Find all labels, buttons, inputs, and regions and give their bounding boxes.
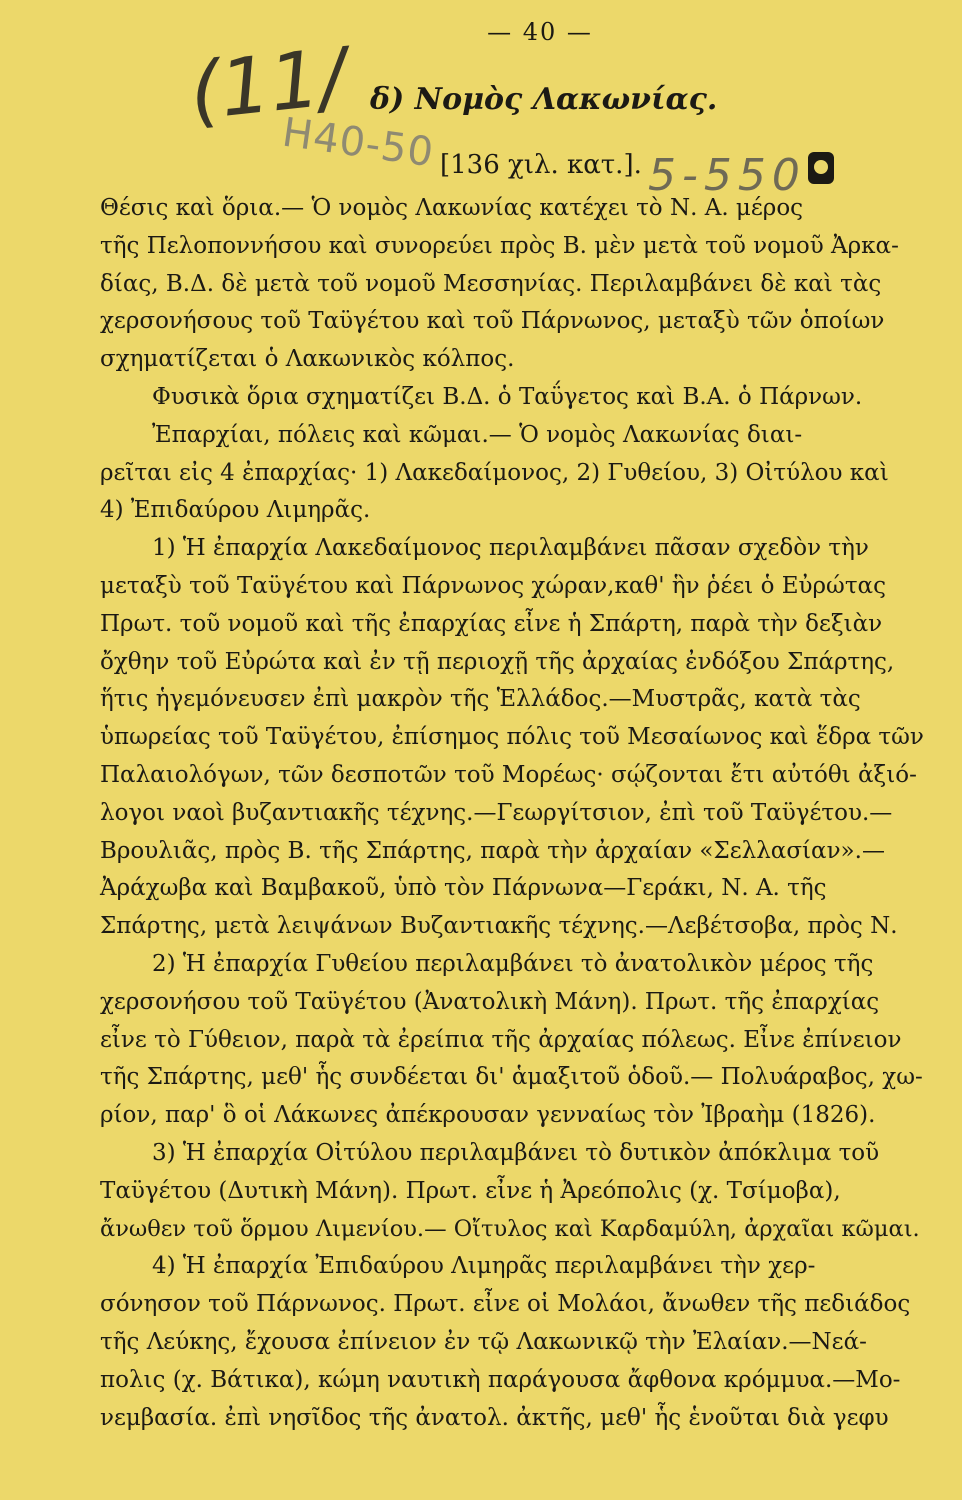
text-line: ὑπωρείας τοῦ Ταϋγέτου, ἐπίσημος πόλις τοῦ Μεσαίωνος καὶ ἕδρα τῶν <box>100 724 924 751</box>
text-line: τῆς Λεύκης, ἔχουσα ἐπίνειον ἐν τῷ Λακωνικῷ τὴν Ἐλαίαν.—Νεά- <box>100 1328 867 1355</box>
text-line: Θέσις καὶ ὅρια.— Ὁ νομὸς Λακωνίας κατέχει τὸ Ν. Α. μέρος <box>100 195 804 221</box>
section-title: δ) Νομὸς Λακωνίας. <box>370 82 718 117</box>
text-line: 3) Ἡ ἐπαρχία Οἰτύλου περιλαμβάνει τὸ δυτικὸν ἀπόκλιμα τοῦ <box>152 1139 880 1166</box>
text-line: ἥτις ἡγεμόνευσεν ἐπὶ μακρὸν τῆς Ἑλλάδος.—Μυστρᾶς, κατὰ τὰς <box>100 686 861 713</box>
handwritten-code: 5-550 <box>648 150 806 201</box>
text-line: σχηματίζεται ὁ Λακωνικὸς κόλπος. <box>100 346 515 373</box>
text-line: ρίον, παρ' ὃ οἱ Λάκωνες ἀπέκρουσαν γενναίως τὸν Ἰβραὴμ (1826). <box>100 1102 876 1129</box>
text-line: Ἐπαρχίαι, πόλεις καὶ κῶμαι.— Ὁ νομὸς Λακωνίας διαι- <box>152 421 803 448</box>
text-line: 4) Ἡ ἐπαρχία Ἐπιδαύρου Λιμηρᾶς περιλαμβάνει τὴν χερ- <box>152 1253 816 1280</box>
text-line: χερσονήσους τοῦ Ταϋγέτου καὶ τοῦ Πάρνωνος, μεταξὺ τῶν ὁποίων <box>100 308 885 335</box>
text-line: Σπάρτης, μετὰ λειψάνων Βυζαντιακῆς τέχνης.—Λεβέτσοβα, πρὸς Ν. <box>100 913 898 940</box>
text-line: 4) Ἐπιδαύρου Λιμηρᾶς. <box>100 497 371 524</box>
text-line: τῆς Πελοποννήσου καὶ συνορεύει πρὸς Β. μὲν μετὰ τοῦ νομοῦ Ἀρκα- <box>100 232 899 259</box>
text-line: χερσονήσου τοῦ Ταϋγέτου (Ἀνατολικὴ Μάνη). Πρωτ. τῆς ἐπαρχίας <box>100 988 880 1015</box>
text-line: μεταξὺ τοῦ Ταϋγέτου καὶ Πάρνωνος χώραν,καθ' ἣν ῥέει ὁ Εὐρώτας <box>100 572 886 599</box>
text-line: εἶνε τὸ Γύθειον, παρὰ τὰ ἐρείπια τῆς ἀρχαίας πόλεως. Εἶνε ἐπίνειον <box>100 1026 902 1053</box>
handwritten-mark: (11/ <box>185 32 351 138</box>
text-line: Παλαιολόγων, τῶν δεσποτῶν τοῦ Μορέως· σῴζονται ἔτι αὐτόθι ἀξιό- <box>100 761 917 788</box>
text-line: ἄνωθεν τοῦ ὅρμου Λιμενίου.— Οἴτυλος καὶ Καρδαμύλη, ἀρχαῖαι κῶμαι. <box>100 1215 920 1242</box>
text-line: Φυσικὰ ὅρια σχηματίζει Β.Δ. ὁ Ταΰγετος καὶ Β.Α. ὁ Πάρνων. <box>152 383 863 410</box>
handwritten-reference: Η40-50 <box>279 109 437 177</box>
text-line: 2) Ἡ ἐπαρχία Γυθείου περιλαμβάνει τὸ ἀνατολικὸν μέρος τῆς <box>152 950 874 977</box>
text-line: τῆς Σπάρτης, μεθ' ἧς συνδέεται δι' ἁμαξιτοῦ ὁδοῦ.— Πολυάραβος, χω- <box>100 1064 923 1091</box>
text-line: Ἀράχωβα καὶ Βαμβακοῦ, ὑπὸ τὸν Πάρνωνα—Γεράκι, Ν. Α. τῆς <box>100 875 827 902</box>
text-line: Βρουλιᾶς, πρὸς Β. τῆς Σπάρτης, παρὰ τὴν ἀρχαίαν «Σελλασίαν».— <box>100 837 885 864</box>
text-line: δίας, Β.Δ. δὲ μετὰ τοῦ νομοῦ Μεσσηνίας. Περιλαμβάνει δὲ καὶ τὰς <box>100 270 882 297</box>
text-line: ὄχθην τοῦ Εὐρώτα καὶ ἐν τῇ περιοχῇ τῆς ἀρχαίας ἐνδόξου Σπάρτης, <box>100 648 895 675</box>
text-line: λογοι ναοὶ βυζαντιακῆς τέχνης.—Γεωργίτσιον, ἐπὶ τοῦ Ταϋγέτου.— <box>100 799 893 826</box>
stamp-icon <box>808 152 834 184</box>
text-line: νεμβασία. ἐπὶ νησῖδος τῆς ἀνατολ. ἀκτῆς, μεθ' ἧς ἑνοῦται διὰ γεφυ <box>100 1404 889 1431</box>
text-line: πολις (χ. Βάτικα), κώμη ναυτικὴ παράγουσα ἄφθονα κρόμμυα.—Μο- <box>100 1366 901 1393</box>
text-line: Πρωτ. τοῦ νομοῦ καὶ τῆς ἐπαρχίας εἶνε ἡ Σπάρτη, παρὰ τὴν δεξιὰν <box>100 610 883 637</box>
page-number: — 40 — <box>487 18 593 46</box>
text-line: 1) Ἡ ἐπαρχία Λακεδαίμονος περιλαμβάνει πᾶσαν σχεδὸν τὴν <box>152 535 869 562</box>
text-line: Ταϋγέτου (Δυτικὴ Μάνη). Πρωτ. εἶνε ἡ Ἀρεόπολις (χ. Τσίμοβα), <box>100 1177 841 1204</box>
area-note: [136 χιλ. κατ.]. <box>440 150 642 180</box>
body-text <box>100 190 930 1437</box>
text-line: ρεῖται εἰς 4 ἐπαρχίας· 1) Λακεδαίμονος, 2) Γυθείου, 3) Οἰτύλου καὶ <box>100 459 889 486</box>
text-line: σόνησον τοῦ Πάρνωνος. Πρωτ. εἶνε οἱ Μολάοι, ἄνωθεν τῆς πεδιάδος <box>100 1291 911 1318</box>
